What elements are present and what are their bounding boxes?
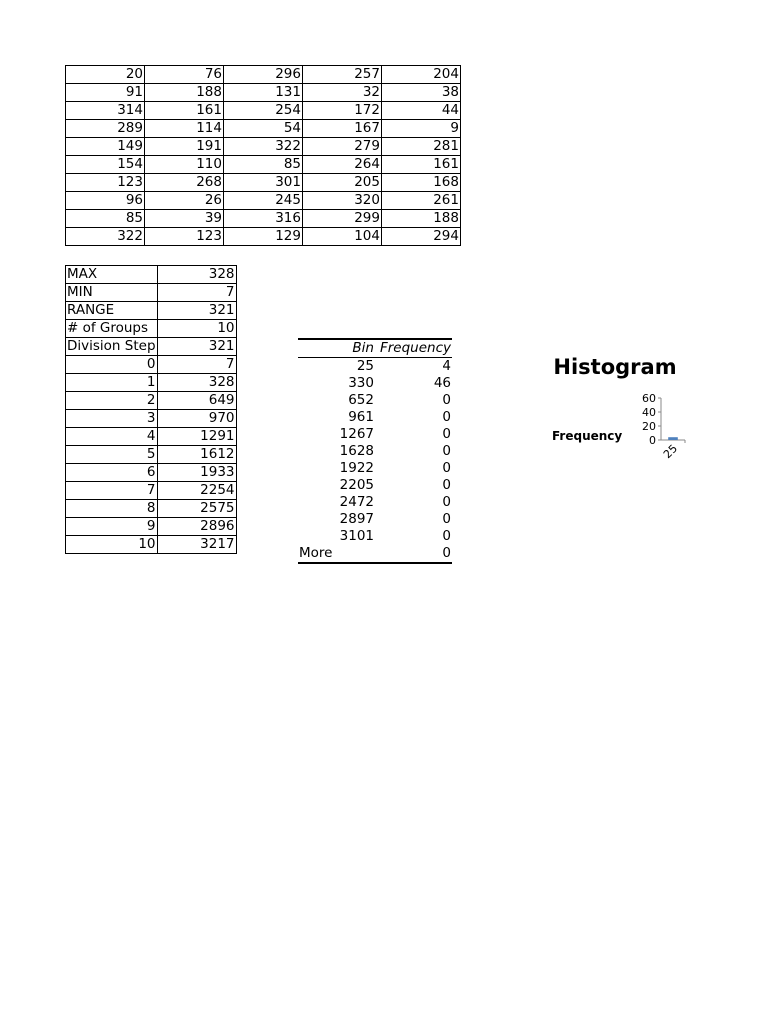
stats-label[interactable]: # of Groups <box>66 320 158 338</box>
x-tick-label: 25 <box>660 441 681 462</box>
data-grid-cell[interactable]: 188 <box>382 210 461 228</box>
group-row <box>66 464 237 482</box>
bin-cell[interactable]: 3101 <box>339 528 374 544</box>
stats-row <box>66 338 237 356</box>
more-value[interactable]: 0 <box>375 545 452 563</box>
frequency-header-row <box>298 339 452 358</box>
group-index[interactable]: 3 <box>66 410 158 428</box>
data-grid-cell[interactable]: 110 <box>145 156 224 174</box>
frequency-cell[interactable]: 0 <box>442 409 451 425</box>
data-grid-cell[interactable]: 257 <box>303 66 382 84</box>
data-grid-cell[interactable]: 322 <box>66 228 145 246</box>
group-row <box>66 482 237 500</box>
data-grid-cell[interactable]: 104 <box>303 228 382 246</box>
stats-label[interactable]: MAX <box>66 266 158 284</box>
data-grid-cell[interactable]: 268 <box>145 174 224 192</box>
frequency-cell[interactable]: 0 <box>442 392 451 408</box>
data-grid-cell[interactable]: 123 <box>66 174 145 192</box>
data-grid-cell[interactable]: 154 <box>66 156 145 174</box>
frequency-row <box>298 426 452 443</box>
data-grid-cell[interactable]: 188 <box>145 84 224 102</box>
data-grid-row <box>66 84 461 102</box>
group-index[interactable]: 2 <box>66 392 158 410</box>
group-value[interactable]: 328 <box>157 374 236 392</box>
data-grid-cell[interactable]: 131 <box>224 84 303 102</box>
frequency-cell[interactable]: 0 <box>442 511 451 527</box>
data-grid-cell[interactable]: 161 <box>145 102 224 120</box>
data-grid-cell[interactable]: 85 <box>224 156 303 174</box>
group-row <box>66 500 237 518</box>
stats-row <box>66 284 237 302</box>
data-grid-row <box>66 66 461 84</box>
data-grid-cell[interactable]: 172 <box>303 102 382 120</box>
group-index[interactable]: 7 <box>66 482 158 500</box>
histogram-bar <box>668 437 678 440</box>
frequency-row <box>298 443 452 460</box>
frequency-row <box>298 511 452 528</box>
stats-row <box>66 302 237 320</box>
bin-cell[interactable]: 2472 <box>339 494 374 510</box>
data-grid-cell[interactable]: 20 <box>66 66 145 84</box>
group-value[interactable]: 7 <box>157 356 236 374</box>
group-index[interactable]: 1 <box>66 374 158 392</box>
frequency-row <box>298 375 452 392</box>
data-grid-cell[interactable]: 76 <box>145 66 224 84</box>
bin-cell[interactable]: 330 <box>348 375 374 391</box>
group-value[interactable]: 1933 <box>157 464 236 482</box>
data-grid-row <box>66 120 461 138</box>
frequency-cell[interactable]: 0 <box>442 426 451 442</box>
data-grid-cell[interactable]: 9 <box>382 120 461 138</box>
group-index[interactable]: 4 <box>66 428 158 446</box>
group-value[interactable]: 2254 <box>157 482 236 500</box>
data-grid-cell[interactable]: 281 <box>382 138 461 156</box>
group-row <box>66 536 237 554</box>
data-grid-cell[interactable]: 205 <box>303 174 382 192</box>
data-grid-cell[interactable]: 316 <box>224 210 303 228</box>
stats-value[interactable]: 328 <box>157 266 236 284</box>
data-grid-cell[interactable]: 299 <box>303 210 382 228</box>
data-grid-row <box>66 228 461 246</box>
bin-cell[interactable]: 961 <box>348 409 374 425</box>
group-index[interactable]: 9 <box>66 518 158 536</box>
frequency-row <box>298 409 452 426</box>
histogram-chart <box>540 350 700 480</box>
frequency-table <box>298 338 452 564</box>
data-grid-cell[interactable]: 254 <box>224 102 303 120</box>
frequency-row <box>298 528 452 545</box>
data-grid-cell[interactable]: 167 <box>303 120 382 138</box>
data-grid-cell[interactable]: 294 <box>382 228 461 246</box>
data-grid-cell[interactable]: 123 <box>145 228 224 246</box>
y-axis-label: Frequency <box>552 429 623 443</box>
data-grid-cell[interactable]: 26 <box>145 192 224 210</box>
data-grid-cell[interactable]: 85 <box>66 210 145 228</box>
bin-header: Bin <box>298 339 375 358</box>
bin-cell[interactable]: 25 <box>356 358 374 374</box>
data-grid-cell[interactable]: 32 <box>303 84 382 102</box>
stats-row <box>66 266 237 284</box>
data-grid-cell[interactable]: 245 <box>224 192 303 210</box>
frequency-cell[interactable]: 0 <box>442 528 451 544</box>
data-grid-cell[interactable]: 39 <box>145 210 224 228</box>
group-index[interactable]: 0 <box>66 356 158 374</box>
data-grid-cell[interactable]: 129 <box>224 228 303 246</box>
bin-cell[interactable]: 2897 <box>339 511 374 527</box>
frequency-row <box>298 494 452 511</box>
frequency-cell[interactable]: 0 <box>442 443 451 459</box>
data-grid-row <box>66 156 461 174</box>
stats-value[interactable]: 321 <box>157 302 236 320</box>
data-grid <box>65 65 461 246</box>
group-index[interactable]: 8 <box>66 500 158 518</box>
frequency-row <box>298 358 452 376</box>
group-index[interactable]: 10 <box>66 536 158 554</box>
more-label[interactable]: More <box>298 545 375 563</box>
stats-label[interactable]: RANGE <box>66 302 158 320</box>
group-value[interactable]: 3217 <box>157 536 236 554</box>
data-grid-row <box>66 210 461 228</box>
data-grid-cell[interactable]: 44 <box>382 102 461 120</box>
data-grid-cell[interactable]: 279 <box>303 138 382 156</box>
data-grid-cell[interactable]: 54 <box>224 120 303 138</box>
stats-label[interactable]: Division Step <box>67 338 156 354</box>
group-index[interactable]: 5 <box>66 446 158 464</box>
group-row <box>66 356 237 374</box>
data-grid-cell[interactable]: 314 <box>66 102 145 120</box>
data-grid-cell[interactable]: 296 <box>224 66 303 84</box>
data-grid-cell[interactable]: 261 <box>382 192 461 210</box>
bin-cell[interactable]: 652 <box>348 392 374 408</box>
data-grid-cell[interactable]: 204 <box>382 66 461 84</box>
bin-cell[interactable]: 1922 <box>339 460 374 476</box>
group-row <box>66 374 237 392</box>
data-grid-cell[interactable]: 168 <box>382 174 461 192</box>
data-grid-cell[interactable]: 96 <box>66 192 145 210</box>
data-grid-cell[interactable]: 149 <box>66 138 145 156</box>
frequency-cell[interactable]: 0 <box>442 494 451 510</box>
data-grid-cell[interactable]: 289 <box>66 120 145 138</box>
group-row <box>66 518 237 536</box>
group-value[interactable]: 970 <box>157 410 236 428</box>
stats-value[interactable]: 10 <box>157 320 236 338</box>
stats-label[interactable]: MIN <box>66 284 158 302</box>
stats-row <box>66 320 237 338</box>
frequency-row <box>298 392 452 409</box>
data-grid-cell[interactable]: 301 <box>224 174 303 192</box>
data-grid-row <box>66 102 461 120</box>
y-tick-label: 20 <box>642 420 656 433</box>
y-tick-label: 40 <box>642 406 656 419</box>
frequency-cell[interactable]: 0 <box>442 477 451 493</box>
group-value[interactable]: 1612 <box>157 446 236 464</box>
data-grid-cell[interactable]: 161 <box>382 156 461 174</box>
frequency-row <box>298 460 452 477</box>
group-row <box>66 410 237 428</box>
group-row <box>66 392 237 410</box>
group-row <box>66 428 237 446</box>
data-grid-cell[interactable]: 91 <box>66 84 145 102</box>
data-grid-row <box>66 138 461 156</box>
data-grid-cell[interactable]: 114 <box>145 120 224 138</box>
stats-value[interactable]: 321 <box>157 338 236 356</box>
group-value[interactable]: 2896 <box>157 518 236 536</box>
group-value[interactable]: 649 <box>157 392 236 410</box>
y-tick-label: 0 <box>649 434 656 447</box>
group-index[interactable]: 6 <box>66 464 158 482</box>
bin-cell[interactable]: 1628 <box>339 443 374 459</box>
bin-cell[interactable]: 1267 <box>339 426 374 442</box>
data-grid-row <box>66 192 461 210</box>
data-grid-cell[interactable]: 322 <box>224 138 303 156</box>
data-grid-cell[interactable]: 264 <box>303 156 382 174</box>
frequency-more-row <box>298 545 452 563</box>
bin-cell[interactable]: 2205 <box>339 477 374 493</box>
frequency-header: Frequency <box>375 339 452 358</box>
group-row <box>66 446 237 464</box>
frequency-row <box>298 477 452 494</box>
group-value[interactable]: 2575 <box>157 500 236 518</box>
y-tick-label: 60 <box>642 392 656 405</box>
frequency-cell[interactable]: 4 <box>442 358 451 374</box>
data-grid-cell[interactable]: 320 <box>303 192 382 210</box>
data-grid-cell[interactable]: 38 <box>382 84 461 102</box>
data-grid-row <box>66 174 461 192</box>
frequency-cell[interactable]: 46 <box>433 375 451 391</box>
chart-title: Histogram <box>553 355 677 379</box>
group-value[interactable]: 1291 <box>157 428 236 446</box>
frequency-cell[interactable]: 0 <box>442 460 451 476</box>
data-grid-cell[interactable]: 191 <box>145 138 224 156</box>
stats-table <box>65 265 237 554</box>
stats-value[interactable]: 7 <box>157 284 236 302</box>
